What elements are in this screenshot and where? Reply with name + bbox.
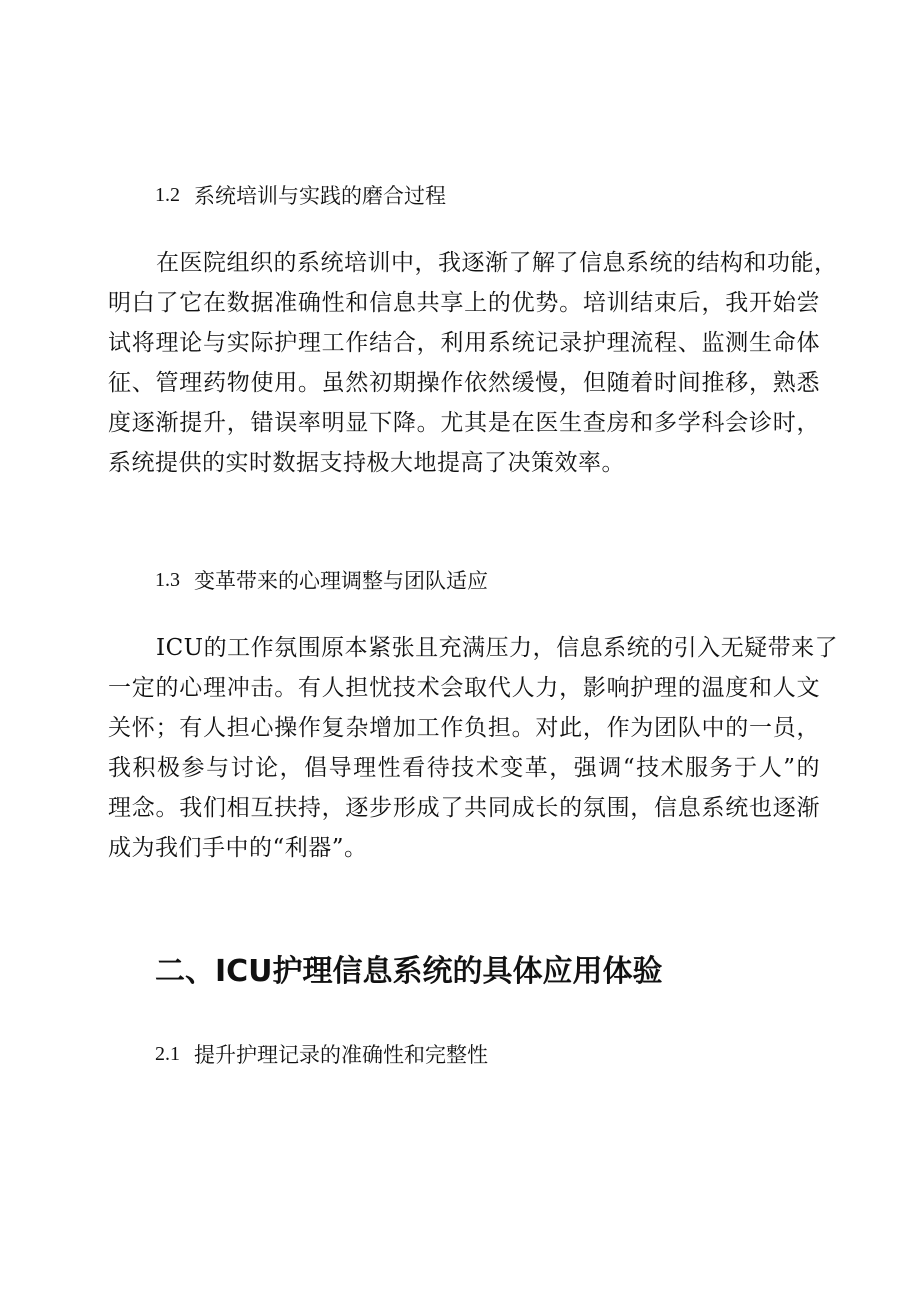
section-1-3-number: 1.3: [155, 568, 180, 591]
paragraph-line: ICU的工作氛围原本紧张且充满压力，信息系统的引入无疑带来了: [156, 635, 839, 661]
section-1-3-paragraph: [108, 628, 839, 868]
paragraph-line: 我积极参与讨论，倡导理性看待技术变革，强调“技术服务于人”的: [108, 755, 820, 781]
paragraph-line: 成为我们手中的“利器”。: [108, 835, 368, 861]
section-1-2-paragraph: [108, 243, 838, 483]
section-1-3-heading: [155, 562, 488, 598]
paragraph-line: 系统提供的实时数据支持极大地提高了决策效率。: [108, 450, 625, 476]
section-2-1-title: 提升护理记录的准确性和完整性: [194, 1043, 488, 1067]
section-2-1-number: 2.1: [155, 1042, 180, 1065]
paragraph-line: 一定的心理冲击。有人担忧技术会取代人力，影响护理的温度和人文: [108, 675, 820, 701]
paragraph-line: 征、管理药物使用。虽然初期操作依然缓慢，但随着时间推移，熟悉: [108, 370, 820, 396]
paragraph-line: 明白了它在数据准确性和信息共享上的优势。培训结束后，我开始尝: [108, 290, 820, 316]
paragraph-line: 度逐渐提升，错误率明显下降。尤其是在医生查房和多学科会诊时，: [108, 410, 820, 436]
section-1-2-title: 系统培训与实践的磨合过程: [194, 184, 446, 208]
paragraph-line: 理念。我们相互扶持，逐步形成了共同成长的氛围，信息系统也逐渐: [108, 795, 820, 821]
paragraph-line: 在医院组织的系统培训中，我逐渐了解了信息系统的结构和功能，: [156, 250, 838, 276]
section-1-2-number: 1.2: [155, 183, 180, 206]
paragraph-line: 关怀；有人担心操作复杂增加工作负担。对此，作为团队中的一员，: [108, 715, 820, 741]
paragraph-line: 试将理论与实际护理工作结合，利用系统记录护理流程、监测生命体: [108, 330, 820, 356]
section-2-1-heading: [155, 1036, 488, 1072]
section-1-3-title: 变革带来的心理调整与团队适应: [194, 569, 488, 593]
section-1-2-heading: [155, 177, 446, 213]
chapter-2-heading: 二、ICU护理信息系统的具体应用体验: [155, 954, 663, 989]
